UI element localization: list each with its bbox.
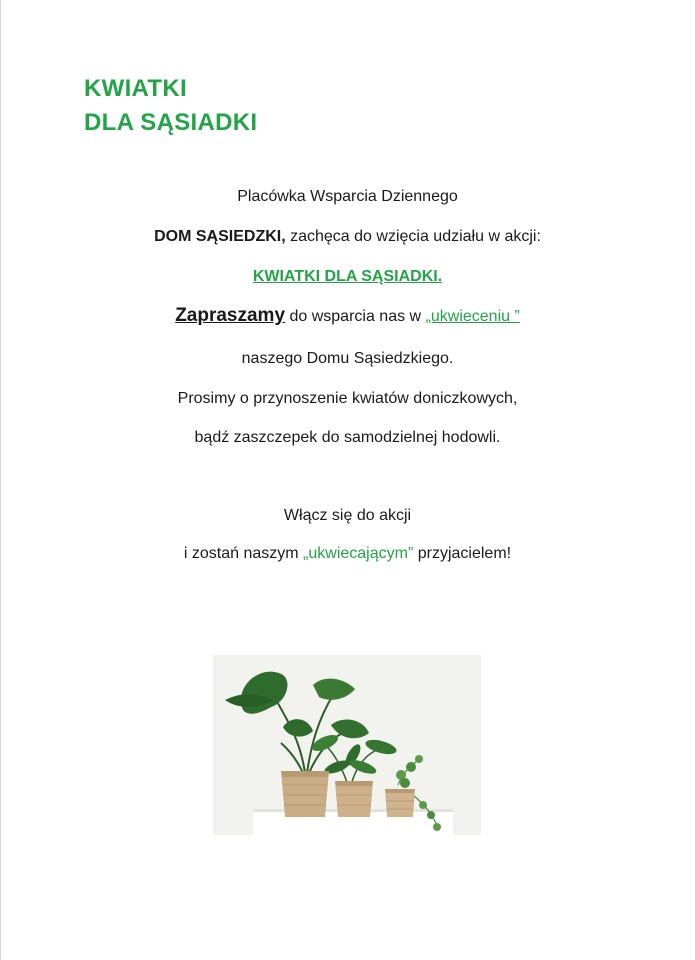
body-line-5: naszego Domu Sąsiedzkiego. (241, 350, 454, 367)
page-border (0, 0, 1, 960)
highlight-ukwiecajacym: „ukwiecającym” (303, 545, 414, 562)
body-line-4 (0, 305, 695, 327)
body-line-9-pre: i zostań naszym (183, 545, 304, 562)
body-line-2-text: zachęca do wzięcia udziału w akcji: (285, 228, 541, 245)
potted-plants-photo (213, 655, 481, 835)
title-line-2: DLA SĄSIADKI (84, 109, 258, 136)
body-line-8: Włącz się do akcji (283, 507, 412, 524)
body-line-1: Placówka Wsparcia Dziennego (237, 188, 458, 205)
body-line-9-post: przyjacielem! (413, 545, 512, 562)
plants-illustration (213, 655, 481, 835)
organization-name: DOM SĄSIEDZKI, (154, 228, 286, 245)
body-line-9 (0, 545, 695, 563)
body-line-6: Prosimy o przynoszenie kwiatów doniczkowych, (177, 390, 518, 407)
title-line-1: KWIATKI (84, 75, 187, 102)
highlight-ukwieceniu: „ukwieceniu ” (425, 308, 520, 325)
campaign-name: KWIATKI DLA SĄSIADKI. (252, 268, 443, 285)
body-line-7: bądź zaszczepek do samodzielnej hodowli. (194, 429, 501, 446)
invite-word: Zapraszamy (175, 305, 286, 326)
body-line-2 (0, 228, 695, 246)
body-line-4-text: do wsparcia nas w (285, 308, 426, 325)
page-title (84, 72, 257, 140)
